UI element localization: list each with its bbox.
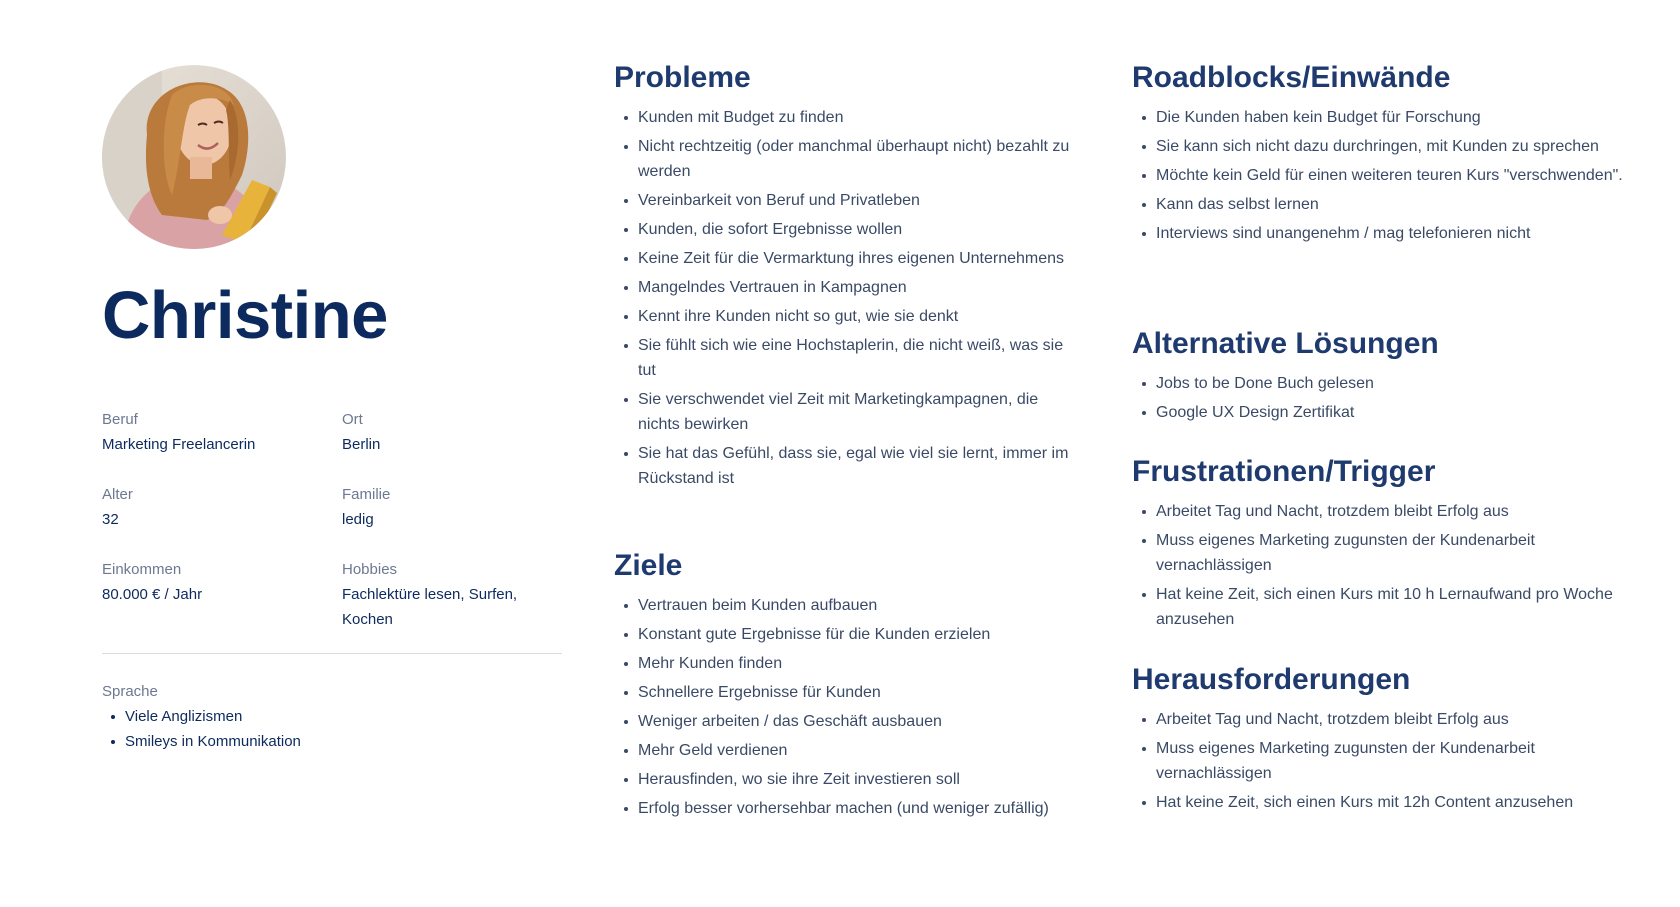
list-item: Smileys in Kommunikation bbox=[102, 729, 301, 754]
list-item: Google UX Design Zertifikat bbox=[1132, 400, 1439, 425]
list-item: Mangelndes Vertrauen in Kampagnen bbox=[614, 275, 1084, 300]
section-title: Alternative Lösungen bbox=[1132, 327, 1439, 360]
list-item: Schnellere Ergebnisse für Kunden bbox=[614, 680, 1049, 705]
list-item: Möchte kein Geld für einen weiteren teuren Kurs "verschwenden". bbox=[1132, 163, 1623, 188]
section-list bbox=[614, 593, 1049, 821]
section-frustrationen bbox=[1132, 455, 1632, 636]
list-item: Muss eigenes Marketing zugunsten der Kundenarbeit vernachlässigen bbox=[1132, 528, 1632, 578]
fact-alter bbox=[102, 482, 322, 532]
fact-value: Marketing Freelancerin bbox=[102, 436, 256, 453]
section-list bbox=[1132, 707, 1632, 815]
list-item: Interviews sind unangenehm / mag telefonieren nicht bbox=[1132, 221, 1623, 246]
list-item: Kann das selbst lernen bbox=[1132, 192, 1623, 217]
fact-label: Hobbies bbox=[342, 561, 398, 578]
list-item: Arbeitet Tag und Nacht, trotzdem bleibt Erfolg aus bbox=[1132, 707, 1632, 732]
fact-value: Berlin bbox=[342, 436, 381, 453]
list-item: Die Kunden haben kein Budget für Forschung bbox=[1132, 105, 1623, 130]
fact-ort bbox=[342, 407, 562, 457]
fact-value: 80.000 € / Jahr bbox=[102, 586, 203, 603]
list-item: Sie hat das Gefühl, dass sie, egal wie viel sie lernt, immer im Rückstand ist bbox=[614, 441, 1084, 491]
fact-value: 32 bbox=[102, 511, 119, 528]
section-list bbox=[614, 105, 1084, 491]
list-item: Sie kann sich nicht dazu durchringen, mit Kunden zu sprechen bbox=[1132, 134, 1623, 159]
section-alternativen bbox=[1132, 327, 1439, 429]
fact-label: Alter bbox=[102, 486, 133, 503]
list-item: Sie fühlt sich wie eine Hochstaplerin, die nicht weiß, was sie tut bbox=[614, 333, 1084, 383]
list-item: Kennt ihre Kunden nicht so gut, wie sie denkt bbox=[614, 304, 1084, 329]
list-item: Vereinbarkeit von Beruf und Privatleben bbox=[614, 188, 1084, 213]
list-item: Hat keine Zeit, sich einen Kurs mit 10 h Lernaufwand pro Woche anzusehen bbox=[1132, 582, 1632, 632]
language-list bbox=[102, 704, 301, 754]
fact-value: ledig bbox=[342, 511, 374, 528]
list-item: Arbeitet Tag und Nacht, trotzdem bleibt Erfolg aus bbox=[1132, 499, 1632, 524]
list-item: Vertrauen beim Kunden aufbauen bbox=[614, 593, 1049, 618]
language-block bbox=[102, 679, 301, 754]
list-item: Herausfinden, wo sie ihre Zeit investieren soll bbox=[614, 767, 1049, 792]
list-item: Muss eigenes Marketing zugunsten der Kundenarbeit vernachlässigen bbox=[1132, 736, 1632, 786]
section-roadblocks bbox=[1132, 61, 1623, 250]
fact-label: Beruf bbox=[102, 411, 138, 428]
section-ziele bbox=[614, 549, 1049, 825]
section-title: Ziele bbox=[614, 549, 683, 582]
list-item: Keine Zeit für die Vermarktung ihres eigenen Unternehmens bbox=[614, 246, 1084, 271]
fact-value: Fachlektüre lesen, Surfen, Kochen bbox=[342, 586, 518, 628]
section-title: Frustrationen/Trigger bbox=[1132, 455, 1436, 488]
list-item: Hat keine Zeit, sich einen Kurs mit 12h Content anzusehen bbox=[1132, 790, 1632, 815]
list-item: Weniger arbeiten / das Geschäft ausbauen bbox=[614, 709, 1049, 734]
section-list bbox=[1132, 105, 1623, 246]
section-list bbox=[1132, 499, 1632, 632]
list-item: Viele Anglizismen bbox=[102, 704, 301, 729]
divider bbox=[102, 653, 562, 654]
section-title: Probleme bbox=[614, 61, 751, 94]
section-probleme bbox=[614, 61, 1084, 495]
list-item: Kunden mit Budget zu finden bbox=[614, 105, 1084, 130]
list-item: Sie verschwendet viel Zeit mit Marketingkampagnen, die nichts bewirken bbox=[614, 387, 1084, 437]
fact-label: Ort bbox=[342, 411, 363, 428]
language-label: Sprache bbox=[102, 683, 158, 700]
section-title: Roadblocks/Einwände bbox=[1132, 61, 1451, 94]
section-herausforderungen bbox=[1132, 663, 1632, 819]
fact-familie bbox=[342, 482, 562, 532]
list-item: Kunden, die sofort Ergebnisse wollen bbox=[614, 217, 1084, 242]
fact-label: Einkommen bbox=[102, 561, 182, 578]
list-item: Erfolg besser vorhersehbar machen (und weniger zufällig) bbox=[614, 796, 1049, 821]
fact-einkommen bbox=[102, 557, 322, 607]
avatar bbox=[102, 65, 286, 249]
section-list bbox=[1132, 371, 1439, 425]
list-item: Mehr Geld verdienen bbox=[614, 738, 1049, 763]
fact-label: Familie bbox=[342, 486, 391, 503]
persona-name: Christine bbox=[102, 278, 388, 353]
list-item: Nicht rechtzeitig (oder manchmal überhaupt nicht) bezahlt zu werden bbox=[614, 134, 1084, 184]
list-item: Konstant gute Ergebnisse für die Kunden erzielen bbox=[614, 622, 1049, 647]
list-item: Jobs to be Done Buch gelesen bbox=[1132, 371, 1439, 396]
list-item: Mehr Kunden finden bbox=[614, 651, 1049, 676]
fact-beruf bbox=[102, 407, 322, 457]
fact-hobbies bbox=[342, 557, 542, 632]
avatar-photo-icon bbox=[102, 65, 286, 249]
section-title: Herausforderungen bbox=[1132, 663, 1411, 696]
